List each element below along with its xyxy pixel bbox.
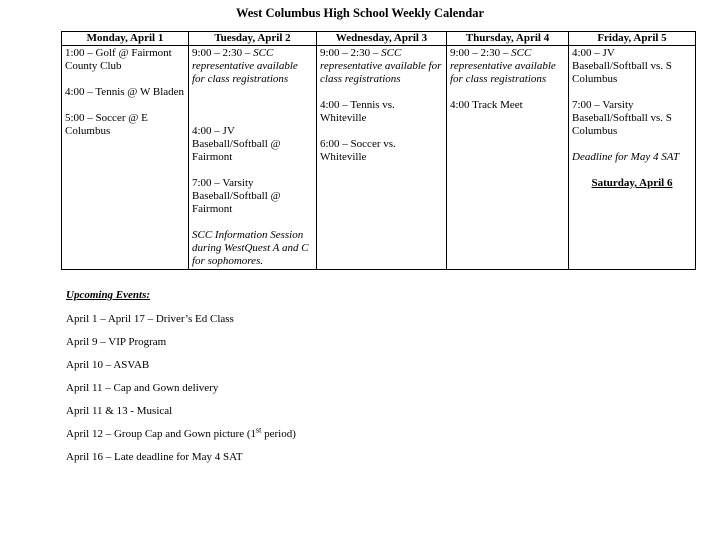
calendar-event-text: 9:00 – 2:30 – — [450, 47, 512, 59]
calendar-event-text: 4:00 – JV Baseball/Softball vs. S Columbus — [572, 47, 672, 85]
calendar-event — [192, 229, 313, 268]
upcoming-event-text: April 9 – VIP Program — [66, 336, 167, 348]
calendar-event — [572, 47, 692, 86]
calendar-event-text: 9:00 – 2:30 – — [320, 47, 382, 59]
day-cell-tuesday — [189, 46, 317, 270]
calendar-event — [65, 47, 185, 73]
calendar-event-text: SCC representative available for class registrations — [450, 47, 556, 85]
calendar-event — [192, 47, 313, 86]
calendar-event-text: 9:00 – 2:30 – — [192, 47, 254, 59]
calendar-title: West Columbus High School Weekly Calendar — [235, 6, 485, 20]
calendar-event-text: 7:00 – Varsity Baseball/Softball @ Fairmont — [192, 177, 281, 215]
day-header-thursday: Thursday, April 4 — [447, 32, 569, 46]
day-header-tuesday: Tuesday, April 2 — [189, 32, 317, 46]
weekly-calendar-table — [61, 31, 696, 270]
calendar-event-text: 4:00 – JV Baseball/Softball @ Fairmont — [192, 125, 281, 163]
calendar-event — [192, 125, 313, 164]
day-header-monday: Monday, April 1 — [62, 32, 189, 46]
calendar-events-row — [62, 46, 696, 270]
day-header-friday: Friday, April 5 — [569, 32, 696, 46]
calendar-event — [320, 138, 443, 164]
calendar-event-text: 4:00 – Tennis vs. Whiteville — [320, 99, 395, 124]
day-header-wednesday: Wednesday, April 3 — [317, 32, 447, 46]
ordinal-superscript: st — [256, 425, 262, 435]
day-cell-friday — [569, 46, 696, 270]
calendar-event-text: 7:00 – Varsity Baseball/Softball vs. S Columbus — [572, 99, 672, 137]
calendar-event-text: 6:00 – Soccer vs. Whiteville — [320, 138, 396, 163]
upcoming-event-text: April 12 – Group Cap and Gown picture (1 — [66, 428, 257, 440]
calendar-event — [320, 47, 443, 86]
upcoming-event-text: April 16 – Late deadline for May 4 SAT — [66, 451, 243, 463]
calendar-event-text: 4:00 – Tennis @ W Bladen — [65, 86, 185, 98]
upcoming-event-text: April 10 – ASVAB — [66, 359, 150, 371]
upcoming-events-list — [66, 313, 296, 464]
upcoming-event-item — [66, 405, 296, 418]
upcoming-events-heading: Upcoming Events: — [66, 289, 151, 301]
calendar-event — [65, 86, 185, 99]
upcoming-event-text-suffix: period) — [261, 428, 296, 440]
calendar-event-text: 4:00 Track Meet — [450, 99, 523, 111]
upcoming-events-section — [66, 289, 296, 474]
calendar-event-text: SCC Information Session during WestQuest A and C for sophomores. — [192, 229, 309, 267]
day-subheader-saturday: Saturday, April 6 — [591, 177, 673, 189]
day-cell-monday — [62, 46, 189, 270]
upcoming-event-item — [66, 359, 296, 372]
upcoming-event-item — [66, 451, 296, 464]
calendar-header-row — [62, 32, 696, 46]
upcoming-event-item — [66, 425, 296, 441]
calendar-event — [450, 47, 565, 86]
calendar-event — [192, 177, 313, 216]
calendar-event-text: Deadline for May 4 SAT — [572, 151, 680, 163]
calendar-event-text: 1:00 – Golf @ Fairmont County Club — [65, 47, 172, 72]
upcoming-event-item — [66, 313, 296, 326]
calendar-event — [572, 99, 692, 138]
upcoming-event-item — [66, 336, 296, 349]
calendar-event — [320, 99, 443, 125]
upcoming-event-text: April 11 – Cap and Gown delivery — [66, 382, 219, 394]
calendar-event-text: SCC representative available for class registrations — [320, 47, 442, 85]
calendar-event — [572, 151, 692, 164]
calendar-event-text: 5:00 – Soccer @ E Columbus — [65, 112, 148, 137]
day-cell-thursday — [447, 46, 569, 270]
upcoming-event-item — [66, 382, 296, 395]
calendar-event — [450, 99, 565, 112]
upcoming-event-text: April 1 – April 17 – Driver’s Ed Class — [66, 313, 234, 325]
calendar-event — [65, 112, 185, 138]
upcoming-event-text: April 11 & 13 - Musical — [66, 405, 173, 417]
calendar-event-text: SCC representative available for class registrations — [192, 47, 298, 85]
day-cell-wednesday — [317, 46, 447, 270]
